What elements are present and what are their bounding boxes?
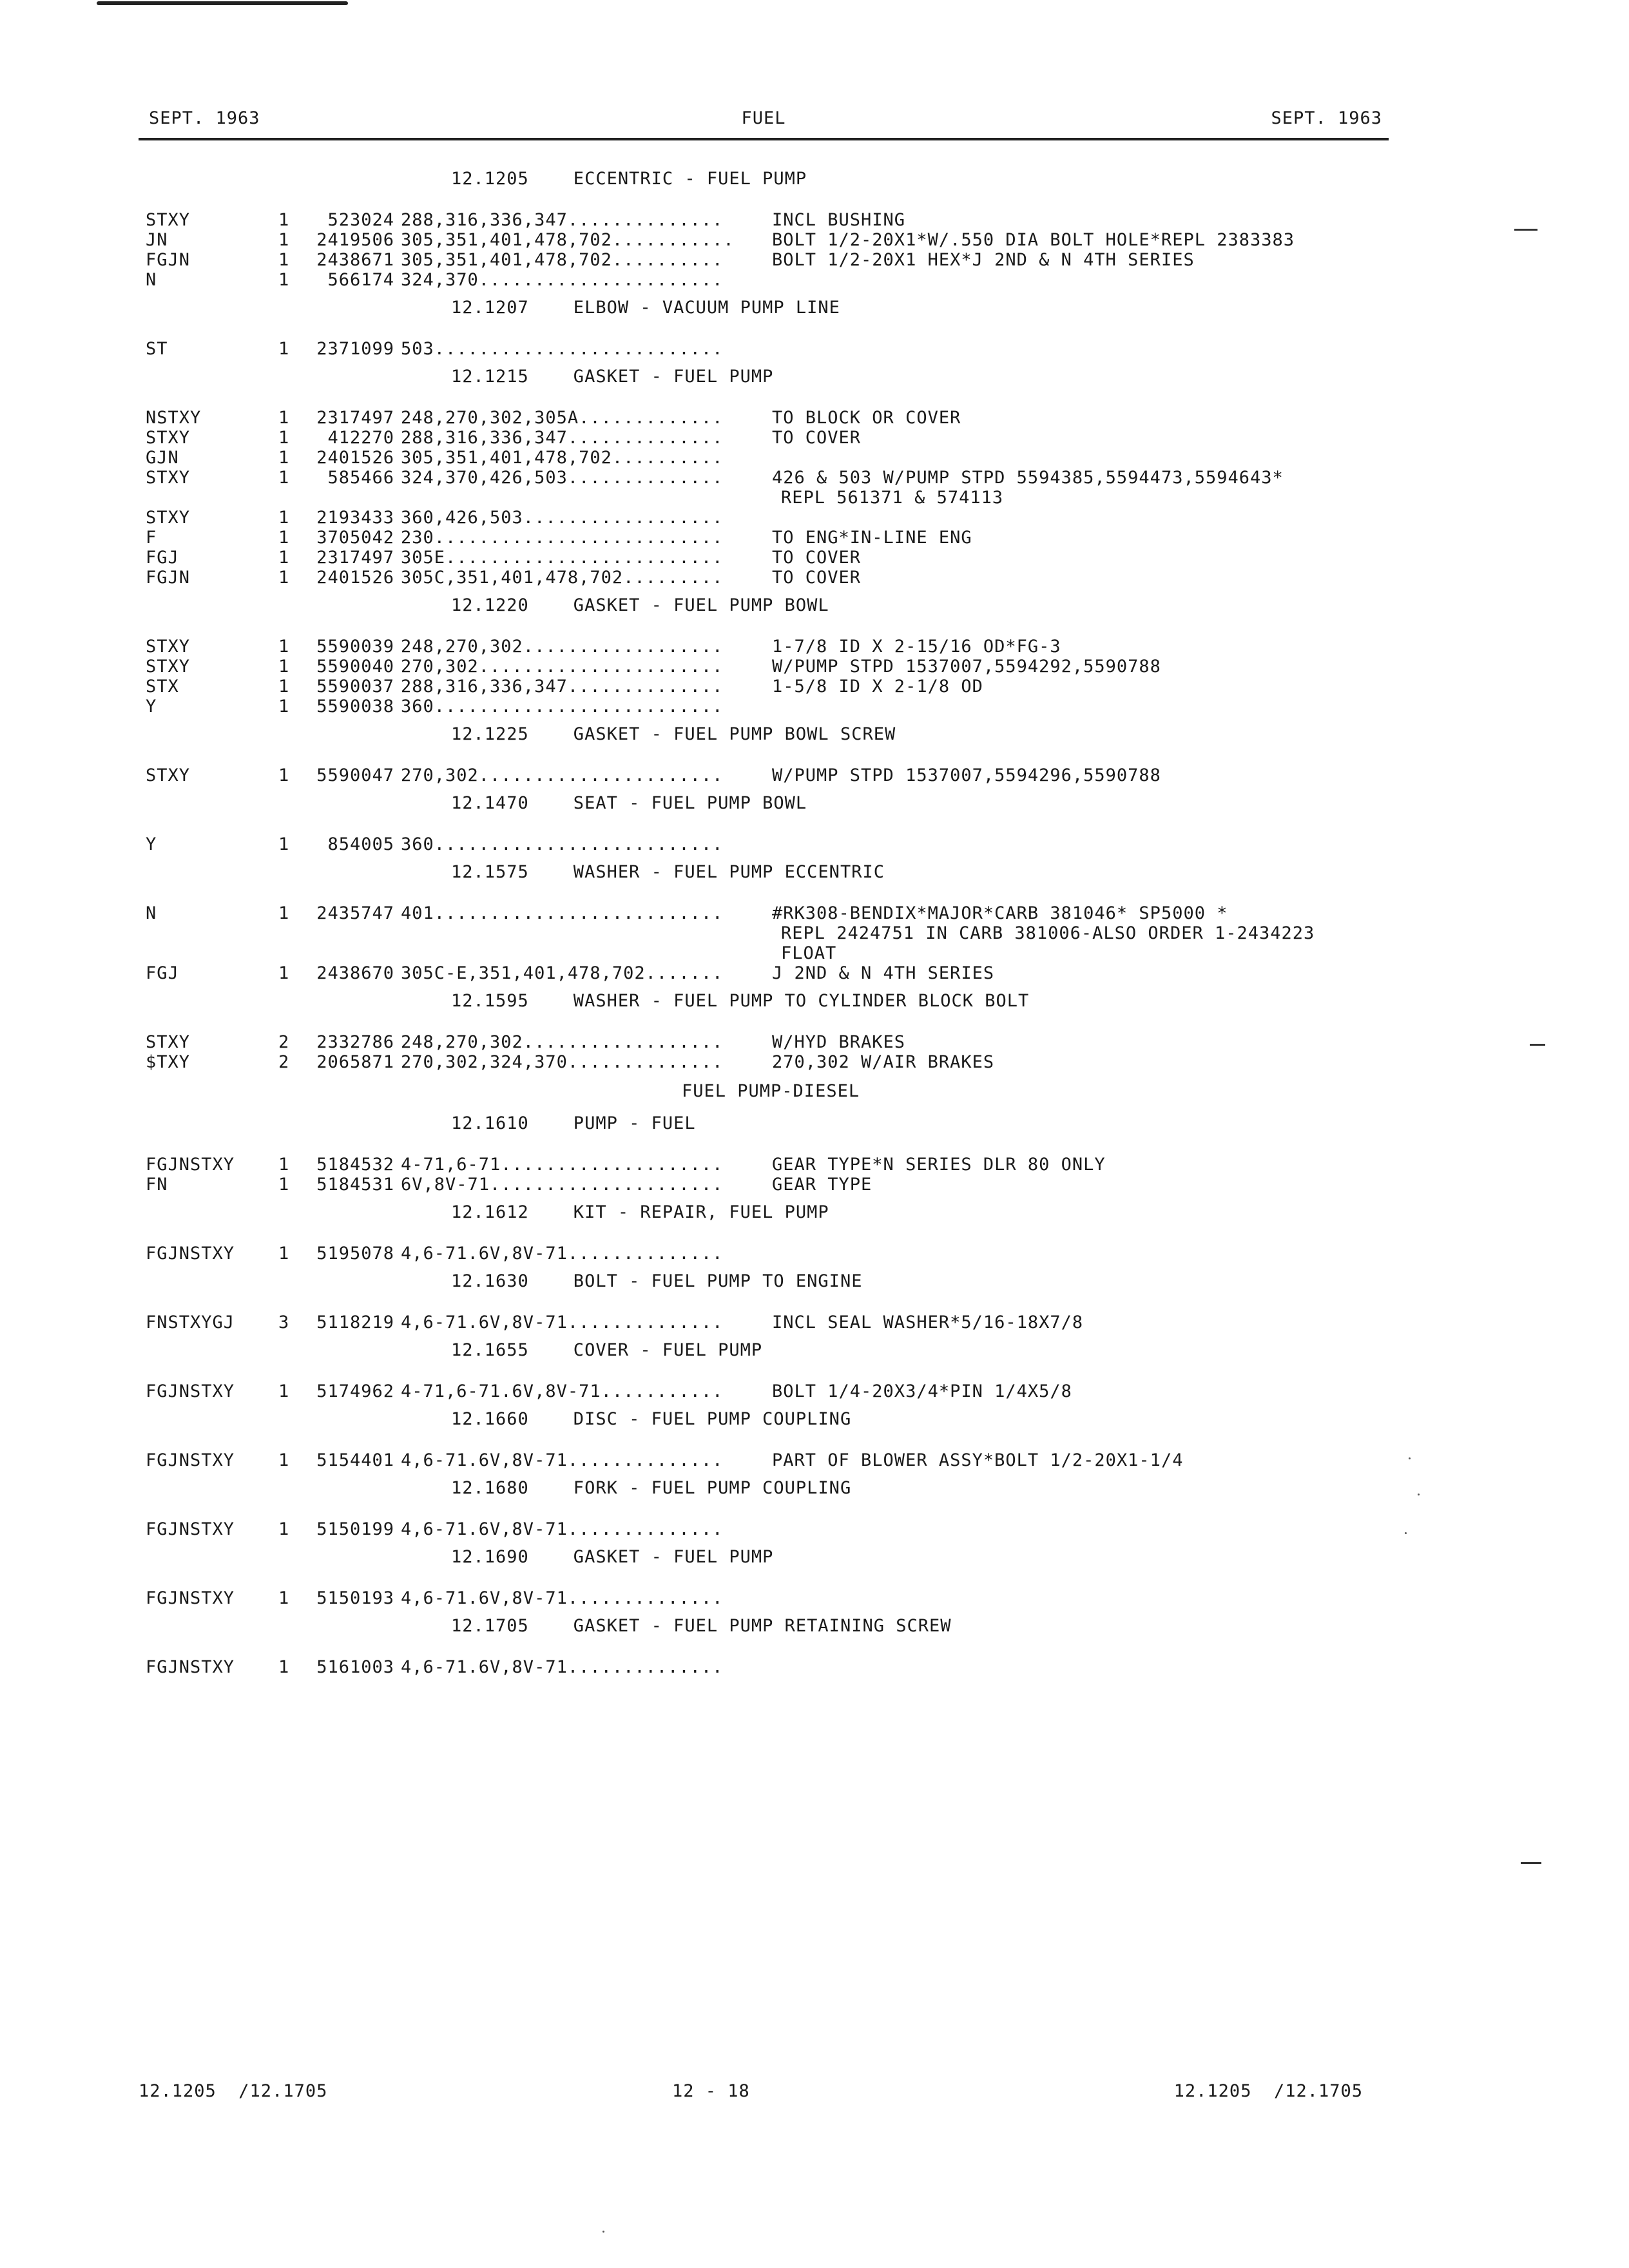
part-number: 5590037 [316, 677, 394, 697]
part-description: GEAR TYPE [772, 1175, 872, 1195]
part-description: TO COVER [772, 568, 862, 588]
description-continuation [0, 923, 1629, 943]
quantity: 1 [278, 637, 290, 657]
quantity: 1 [278, 339, 290, 359]
section-heading [0, 169, 1629, 193]
quantity: 1 [278, 250, 290, 270]
section-heading-text: 12.1680 FORK - FUEL PUMP COUPLING [451, 1478, 852, 1498]
part-description: BOLT 1/2-20X1 HEX*J 2ND & N 4TH SERIES [772, 250, 1195, 270]
part-number: 2317497 [316, 408, 394, 428]
quantity: 1 [278, 528, 290, 548]
model-list: 324,370...................... [401, 270, 724, 290]
part-description: TO BLOCK OR COVER [772, 408, 961, 428]
section-heading-text: 12.1610 PUMP - FUEL [451, 1113, 696, 1133]
model-code: FGJNSTXY [146, 1450, 235, 1470]
model-code: FGJ [146, 548, 179, 568]
quantity: 1 [278, 1588, 290, 1608]
part-number: 5154401 [316, 1450, 394, 1470]
quantity: 1 [278, 1657, 290, 1677]
quantity: 1 [278, 1155, 290, 1175]
margin-dot [602, 2231, 604, 2233]
part-description: 270,302 W/AIR BRAKES [772, 1052, 995, 1072]
model-list: 305C,351,401,478,702......... [401, 568, 724, 588]
quantity: 1 [278, 408, 290, 428]
model-code: STXY [146, 637, 191, 657]
part-description: J 2ND & N 4TH SERIES [772, 963, 995, 983]
model-list: 503.......................... [401, 339, 724, 359]
part-number: 2371099 [316, 339, 394, 359]
part-number: 3705042 [316, 528, 394, 548]
part-number: 523024 [327, 210, 394, 230]
part-description: PART OF BLOWER ASSY*BOLT 1/2-20X1-1/4 [772, 1450, 1184, 1470]
quantity: 1 [278, 1519, 290, 1539]
model-code: FGJN [146, 250, 191, 270]
model-code: STXY [146, 1032, 191, 1052]
part-number: 2065871 [316, 1052, 394, 1072]
part-description: 1-5/8 ID X 2-1/8 OD [772, 677, 983, 697]
part-number: 2401526 [316, 448, 394, 468]
model-code: FGJNSTXY [146, 1588, 235, 1608]
model-code: FGJNSTXY [146, 1657, 235, 1677]
model-code: STXY [146, 657, 191, 677]
model-code: STXY [146, 765, 191, 785]
model-list: 324,370,426,503.............. [401, 468, 724, 488]
model-list: 4-71,6-71.................... [401, 1155, 724, 1175]
part-row [0, 637, 1629, 657]
model-code: FGJNSTXY [146, 1155, 235, 1175]
model-code: F [146, 528, 157, 548]
model-list: 270,302...................... [401, 765, 724, 785]
part-number: 2317497 [316, 548, 394, 568]
part-row [0, 548, 1629, 568]
model-list: 4,6-71.6V,8V-71.............. [401, 1450, 724, 1470]
part-row [0, 1052, 1629, 1072]
part-description: W/PUMP STPD 1537007,5594292,5590788 [772, 657, 1161, 677]
quantity: 1 [278, 834, 290, 854]
quantity: 1 [278, 765, 290, 785]
part-row [0, 210, 1629, 230]
model-code: FGJ [146, 963, 179, 983]
part-row [0, 903, 1629, 923]
part-row [0, 697, 1629, 716]
quantity: 1 [278, 963, 290, 983]
part-row [0, 1032, 1629, 1052]
part-row [0, 448, 1629, 468]
part-description: W/HYD BRAKES [772, 1032, 906, 1052]
model-list: 4,6-71.6V,8V-71.............. [401, 1312, 724, 1332]
part-number: 5184532 [316, 1155, 394, 1175]
model-code: Y [146, 697, 157, 716]
model-code: FNSTXYGJ [146, 1312, 235, 1332]
part-number: 5174962 [316, 1381, 394, 1401]
part-row [0, 230, 1629, 250]
quantity: 1 [278, 657, 290, 677]
header-title: FUEL [741, 108, 786, 128]
section-heading-text: 12.1690 GASKET - FUEL PUMP [451, 1547, 774, 1567]
section-heading-text: 12.1225 GASKET - FUEL PUMP BOWL SCREW [451, 724, 896, 744]
continuation-text: FLOAT [781, 943, 837, 963]
header-date-left: SEPT. 1963 [149, 108, 260, 128]
model-list: 401.......................... [401, 903, 724, 923]
section-heading-text: 12.1595 WASHER - FUEL PUMP TO CYLINDER BLOCK BOLT [451, 991, 1030, 1011]
part-description: TO COVER [772, 548, 862, 568]
model-code: STXY [146, 508, 191, 528]
margin-mark [1530, 1044, 1545, 1046]
part-row [0, 1175, 1629, 1195]
part-number: 2419506 [316, 230, 394, 250]
part-number: 412270 [327, 428, 394, 448]
quantity: 1 [278, 677, 290, 697]
section-heading-text: 12.1630 BOLT - FUEL PUMP TO ENGINE [451, 1271, 863, 1291]
model-list: 248,270,302.................. [401, 637, 724, 657]
part-row [0, 657, 1629, 677]
section-heading [0, 1616, 1629, 1640]
part-number: 5150193 [316, 1588, 394, 1608]
margin-dot [1418, 1494, 1420, 1495]
margin-mark [1521, 1862, 1541, 1864]
section-heading [0, 724, 1629, 749]
quantity: 1 [278, 270, 290, 290]
part-description: 1-7/8 ID X 2-15/16 OD*FG-3 [772, 637, 1061, 657]
part-row [0, 1312, 1629, 1332]
part-number: 5118219 [316, 1312, 394, 1332]
quantity: 1 [278, 1450, 290, 1470]
part-number: 5195078 [316, 1244, 394, 1264]
part-number: 2438671 [316, 250, 394, 270]
part-row [0, 508, 1629, 528]
model-code: FGJNSTXY [146, 1244, 235, 1264]
model-list: 360.......................... [401, 834, 724, 854]
footer-range-left: 12.1205 /12.1705 [139, 2081, 328, 2101]
quantity: 1 [278, 468, 290, 488]
section-heading [0, 1271, 1629, 1296]
quantity: 1 [278, 230, 290, 250]
section-heading-text: 12.1660 DISC - FUEL PUMP COUPLING [451, 1409, 852, 1429]
description-continuation [0, 943, 1629, 963]
part-row [0, 834, 1629, 854]
model-list: 288,316,336,347.............. [401, 677, 724, 697]
model-list: 4-71,6-71.6V,8V-71........... [401, 1381, 724, 1401]
section-heading [0, 1409, 1629, 1434]
section-heading [0, 862, 1629, 887]
description-continuation [0, 488, 1629, 508]
section-heading [0, 991, 1629, 1015]
model-list: 4,6-71.6V,8V-71.............. [401, 1588, 724, 1608]
model-list: 6V,8V-71..................... [401, 1175, 724, 1195]
part-row [0, 677, 1629, 697]
group-heading-text: FUEL PUMP-DIESEL [682, 1081, 860, 1101]
part-number: 566174 [327, 270, 394, 290]
part-description: INCL SEAL WASHER*5/16-18X7/8 [772, 1312, 1084, 1332]
part-number: 585466 [327, 468, 394, 488]
continuation-text: REPL 2424751 IN CARB 381006-ALSO ORDER 1-2434223 [781, 923, 1315, 943]
section-heading-text: 12.1205 ECCENTRIC - FUEL PUMP [451, 169, 807, 189]
part-number: 5590040 [316, 657, 394, 677]
section-heading-text: 12.1220 GASKET - FUEL PUMP BOWL [451, 595, 829, 615]
page-header [139, 103, 1389, 140]
part-row [0, 428, 1629, 448]
part-number: 5184531 [316, 1175, 394, 1195]
model-list: 305,351,401,478,702.......... [401, 250, 724, 270]
part-row [0, 1450, 1629, 1470]
group-heading [0, 1081, 1629, 1106]
margin-dot [1409, 1457, 1411, 1459]
model-code: FGJN [146, 568, 191, 588]
part-number: 5590047 [316, 765, 394, 785]
section-heading [0, 1478, 1629, 1503]
part-number: 2332786 [316, 1032, 394, 1052]
section-heading [0, 298, 1629, 322]
quantity: 1 [278, 548, 290, 568]
scan-artifact-line [97, 1, 348, 5]
section-heading-text: 12.1207 ELBOW - VACUUM PUMP LINE [451, 298, 840, 318]
section-heading-text: 12.1705 GASKET - FUEL PUMP RETAINING SCREW [451, 1616, 952, 1636]
part-description: W/PUMP STPD 1537007,5594296,5590788 [772, 765, 1161, 785]
part-number: 2193433 [316, 508, 394, 528]
section-heading [0, 367, 1629, 391]
quantity: 1 [278, 1244, 290, 1264]
part-description: #RK308-BENDIX*MAJOR*CARB 381046* SP5000 * [772, 903, 1228, 923]
quantity: 1 [278, 448, 290, 468]
section-heading [0, 595, 1629, 620]
part-row [0, 1588, 1629, 1608]
model-list: 248,270,302.................. [401, 1032, 724, 1052]
part-description: INCL BUSHING [772, 210, 906, 230]
footer-range-right: 12.1205 /12.1705 [1173, 2081, 1363, 2101]
section-heading [0, 1113, 1629, 1138]
quantity: 1 [278, 903, 290, 923]
model-list: 305C-E,351,401,478,702....... [401, 963, 724, 983]
part-number: 5590039 [316, 637, 394, 657]
quantity: 3 [278, 1312, 290, 1332]
quantity: 2 [278, 1032, 290, 1052]
model-code: N [146, 903, 157, 923]
part-number: 2435747 [316, 903, 394, 923]
part-number: 2438670 [316, 963, 394, 983]
part-row [0, 270, 1629, 290]
model-list: 4,6-71.6V,8V-71.............. [401, 1519, 724, 1539]
quantity: 1 [278, 428, 290, 448]
part-number: 854005 [327, 834, 394, 854]
model-code: JN [146, 230, 168, 250]
model-list: 360.......................... [401, 697, 724, 716]
page-footer [139, 2081, 1363, 2107]
part-row [0, 339, 1629, 359]
part-number: 5150199 [316, 1519, 394, 1539]
part-description: 426 & 503 W/PUMP STPD 5594385,5594473,5594643* [772, 468, 1284, 488]
section-heading-text: 12.1215 GASKET - FUEL PUMP [451, 367, 774, 387]
model-code: Y [146, 834, 157, 854]
model-code: NSTXY [146, 408, 202, 428]
model-list: 288,316,336,347.............. [401, 428, 724, 448]
quantity: 1 [278, 697, 290, 716]
model-code: FGJNSTXY [146, 1381, 235, 1401]
section-heading-text: 12.1655 COVER - FUEL PUMP [451, 1340, 763, 1360]
part-description: GEAR TYPE*N SERIES DLR 80 ONLY [772, 1155, 1106, 1175]
model-code: STX [146, 677, 179, 697]
header-date-right: SEPT. 1963 [1271, 108, 1382, 128]
part-description: BOLT 1/4-20X3/4*PIN 1/4X5/8 [772, 1381, 1072, 1401]
part-row [0, 1381, 1629, 1401]
part-row [0, 963, 1629, 983]
model-code: STXY [146, 210, 191, 230]
section-heading-text: 12.1470 SEAT - FUEL PUMP BOWL [451, 793, 807, 813]
part-description: TO ENG*IN-LINE ENG [772, 528, 972, 548]
quantity: 1 [278, 568, 290, 588]
part-row [0, 1244, 1629, 1264]
parts-list [0, 161, 1629, 1677]
part-number: 5161003 [316, 1657, 394, 1677]
section-heading [0, 793, 1629, 818]
quantity: 1 [278, 1175, 290, 1195]
model-list: 270,302,324,370.............. [401, 1052, 724, 1072]
margin-dot [1405, 1532, 1407, 1534]
quantity: 1 [278, 508, 290, 528]
part-row [0, 765, 1629, 785]
part-row [0, 1657, 1629, 1677]
continuation-text: REPL 561371 & 574113 [781, 488, 1004, 508]
model-code: $TXY [146, 1052, 191, 1072]
part-description: TO COVER [772, 428, 862, 448]
model-code: ST [146, 339, 168, 359]
model-list: 4,6-71.6V,8V-71.............. [401, 1657, 724, 1677]
model-list: 360,426,503.................. [401, 508, 724, 528]
part-row [0, 250, 1629, 270]
section-heading-text: 12.1612 KIT - REPAIR, FUEL PUMP [451, 1202, 829, 1222]
model-list: 230.......................... [401, 528, 724, 548]
part-row [0, 408, 1629, 428]
part-row [0, 568, 1629, 588]
section-heading [0, 1202, 1629, 1227]
model-list: 248,270,302,305A............. [401, 408, 724, 428]
model-list: 305,351,401,478,702........... [401, 230, 735, 250]
part-row [0, 1519, 1629, 1539]
section-heading [0, 1547, 1629, 1571]
part-number: 2401526 [316, 568, 394, 588]
model-code: FGJNSTXY [146, 1519, 235, 1539]
model-list: 4,6-71.6V,8V-71.............. [401, 1244, 724, 1264]
quantity: 2 [278, 1052, 290, 1072]
model-code: FN [146, 1175, 168, 1195]
model-code: N [146, 270, 157, 290]
part-number: 5590038 [316, 697, 394, 716]
model-list: 270,302...................... [401, 657, 724, 677]
margin-mark [1514, 229, 1537, 231]
part-row [0, 528, 1629, 548]
part-row [0, 1155, 1629, 1175]
model-list: 305,351,401,478,702.......... [401, 448, 724, 468]
part-row [0, 468, 1629, 488]
section-heading [0, 1340, 1629, 1365]
quantity: 1 [278, 1381, 290, 1401]
part-description: BOLT 1/2-20X1*W/.550 DIA BOLT HOLE*REPL 2383383 [772, 230, 1295, 250]
model-list: 288,316,336,347.............. [401, 210, 724, 230]
quantity: 1 [278, 210, 290, 230]
model-code: STXY [146, 428, 191, 448]
model-code: GJN [146, 448, 179, 468]
section-heading-text: 12.1575 WASHER - FUEL PUMP ECCENTRIC [451, 862, 885, 882]
page-number: 12 - 18 [672, 2081, 750, 2101]
model-list: 305E......................... [401, 548, 724, 568]
model-code: STXY [146, 468, 191, 488]
